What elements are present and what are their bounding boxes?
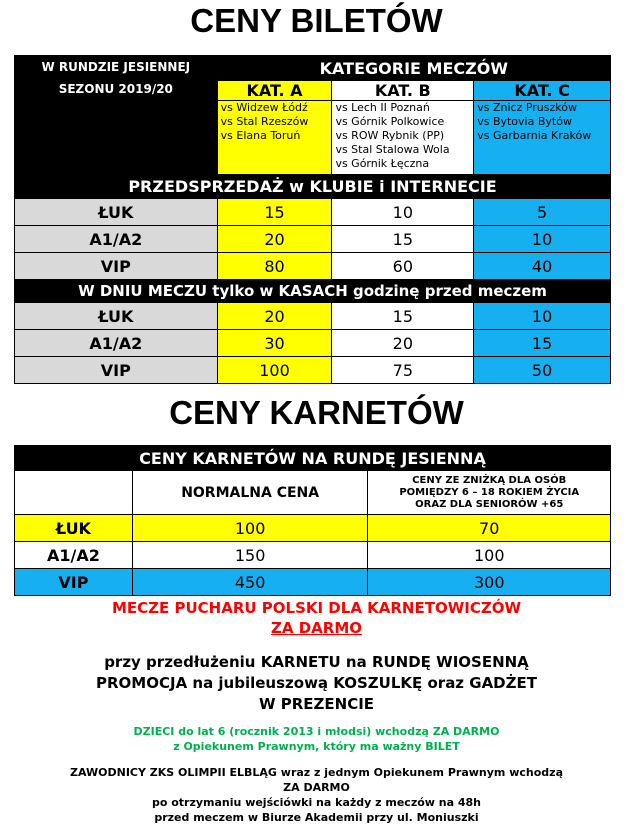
table-row [15, 253, 611, 280]
matchday-header: W DNIU MECZU tylko w KASACH godzinę przed meczem [15, 280, 611, 303]
table-row [15, 569, 611, 596]
price-cell: 10 [474, 303, 611, 330]
row-label: A1/A2 [15, 330, 218, 357]
price-cell: 100 [217, 357, 332, 384]
table-row [15, 357, 611, 384]
price-cell: 100 [132, 515, 368, 542]
price-cell: 40 [474, 253, 611, 280]
row-label: VIP [15, 253, 218, 280]
price-cell: 5 [474, 199, 611, 226]
price-cell: 80 [217, 253, 332, 280]
opponent: vs Górnik Łęczna [335, 157, 430, 170]
cup-note-line-2: ZA DARMO [271, 619, 362, 637]
price-cell: 10 [474, 226, 611, 253]
price-cell: 15 [217, 199, 332, 226]
price-cell: 450 [132, 569, 368, 596]
passes-empty-header [15, 471, 133, 515]
opponent: vs Garbarnia Kraków [477, 129, 592, 142]
price-cell: 20 [217, 226, 332, 253]
round-label-cell [15, 56, 218, 101]
price-cell: 75 [332, 357, 474, 384]
players-note-line-4: przed meczem w Biurze Akademii przy ul. Moniuszki [154, 811, 479, 824]
players-note-line-2: ZA DARMO [283, 781, 350, 794]
price-cell: 300 [368, 569, 611, 596]
price-cell: 30 [217, 330, 332, 357]
price-cell: 150 [132, 542, 368, 569]
categories-header: KATEGORIE MECZÓW [217, 56, 610, 81]
players-note-line-1: ZAWODNICY ZKS OLIMPII ELBLĄG wraz z jednym Opiekunem Prawnym wchodzą [70, 766, 563, 779]
normal-price-header: NORMALNA CENA [132, 471, 368, 515]
category-c-label: KAT. C [474, 81, 611, 101]
round-label-line-1: W RUNDZIE JESIENNEJ [41, 60, 191, 74]
category-a-label: KAT. A [217, 81, 332, 101]
opponent: vs Stal Stalowa Wola [335, 143, 450, 156]
round-label-spacer [15, 101, 218, 175]
discount-header-line-1: CENY ZE ZNIŻKĄ DLA OSÓB [412, 474, 567, 486]
category-b-label: KAT. B [332, 81, 474, 101]
passes-table [14, 445, 611, 596]
players-note [0, 765, 633, 825]
tickets-table [14, 55, 611, 384]
kids-note-line-1: DZIECI do lat 6 (rocznik 2013 i młodsi) wchodzą ZA DARMO [133, 725, 500, 738]
opponent: vs Elana Toruń [220, 129, 301, 142]
price-cell: 50 [474, 357, 611, 384]
tickets-title: CENY BILETÓW [190, 2, 443, 39]
table-row [15, 515, 611, 542]
round-label-line-2: SEZONU 2019/20 [58, 82, 173, 96]
row-label: A1/A2 [15, 542, 133, 569]
table-row [15, 303, 611, 330]
row-label: ŁUK [15, 303, 218, 330]
table-row [15, 226, 611, 253]
kids-note [0, 724, 633, 754]
opponent: vs Znicz Pruszków [477, 101, 577, 114]
opponent: vs ROW Rybnik (PP) [335, 129, 445, 142]
discount-header-line-2: POMIĘDZY 6 – 18 ROKIEM ŻYCIA [399, 486, 580, 498]
row-label: VIP [15, 569, 133, 596]
price-cell: 10 [332, 199, 474, 226]
cup-note [0, 598, 633, 638]
discount-header-line-3: ORAZ DLA SENIORÓW +65 [415, 498, 564, 510]
opponent: vs Bytovia Bytów [477, 115, 572, 128]
opponent: vs Lech II Poznań [335, 101, 430, 114]
row-label: VIP [15, 357, 218, 384]
opponent: vs Górnik Polkowice [335, 115, 445, 128]
promo-note-line-3: W PREZENCIE [258, 695, 375, 713]
price-cell: 15 [332, 226, 474, 253]
promo-note [0, 652, 633, 715]
discount-price-header [368, 471, 611, 515]
table-row [15, 199, 611, 226]
presale-header: PRZEDSPRZEDAŻ w KLUBIE i INTERNECIE [15, 175, 611, 199]
category-a-opponents [217, 101, 332, 175]
row-label: ŁUK [15, 515, 133, 542]
row-label: A1/A2 [15, 226, 218, 253]
row-label: ŁUK [15, 199, 218, 226]
players-note-line-3: po otrzymaniu wejściówki na każdy z meczów na 48h [151, 796, 482, 809]
category-c-opponents [474, 101, 611, 175]
opponent: vs Stal Rzeszów [220, 115, 309, 128]
passes-title: CENY KARNETÓW [169, 394, 464, 431]
opponent: vs Widzew Łódź [220, 101, 308, 114]
price-cell: 15 [332, 303, 474, 330]
price-cell: 15 [474, 330, 611, 357]
passes-header: CENY KARNETÓW NA RUNDĘ JESIENNĄ [15, 446, 611, 471]
cup-note-line-1: MECZE PUCHARU POLSKI DLA KARNETOWICZÓW [111, 599, 522, 617]
price-cell: 60 [332, 253, 474, 280]
price-cell: 20 [332, 330, 474, 357]
price-cell: 20 [217, 303, 332, 330]
price-cell: 100 [368, 542, 611, 569]
kids-note-line-2: z Opiekunem Prawnym, który ma ważny BILET [173, 740, 460, 753]
category-b-opponents [332, 101, 474, 175]
table-row [15, 542, 611, 569]
table-row [15, 330, 611, 357]
price-cell: 70 [368, 515, 611, 542]
promo-note-line-1: przy przedłużeniu KARNETU na RUNDĘ WIOSENNĄ [104, 653, 529, 671]
promo-note-line-2: PROMOCJA na jubileuszową KOSZULKĘ oraz GADŻET [96, 674, 537, 692]
